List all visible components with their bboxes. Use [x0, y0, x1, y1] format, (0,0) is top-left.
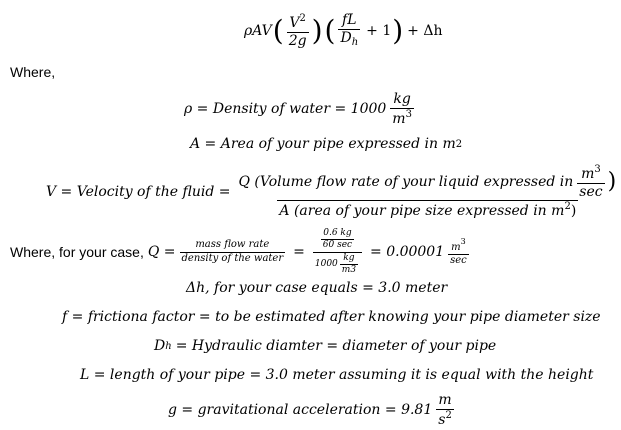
denominator-close: ) [570, 203, 577, 220]
den-coefficient: 1000 [314, 258, 338, 269]
res-sec: sec [450, 255, 467, 266]
d-symbol: D [340, 30, 352, 47]
main-equation [244, 6, 442, 56]
paren-open-2: ( [324, 14, 336, 47]
fl-over-dh-fraction [338, 13, 360, 48]
area-exponent: 2 [455, 138, 463, 150]
kg-per-m3-small [340, 254, 358, 276]
two-g: 2g [288, 32, 307, 49]
plus-one: + 1 [366, 23, 392, 39]
m3-exponent: 3 [594, 163, 601, 175]
g-m-unit: m [438, 391, 452, 408]
denominator-exponent: 2 [564, 201, 571, 213]
kg-unit: kg [393, 90, 411, 107]
kg-per-sec-fraction [321, 229, 354, 251]
area-text: A = Area of your pipe expressed in m [190, 136, 456, 152]
sec-value: 60 sec [322, 240, 353, 251]
paren-open: ( [272, 14, 284, 47]
kg-value: 0.6 kg [323, 227, 352, 238]
small-m3: m3 [341, 264, 357, 275]
m3-m: m [581, 165, 595, 182]
numeric-fraction [313, 229, 362, 276]
velocity-numerator: Q (Volume flow rate of your liquid expressed in [238, 173, 574, 190]
velocity-denominator: A (area of your pipe size expressed in m [279, 203, 565, 220]
q-eq: Q = [147, 244, 176, 260]
q-line [10, 227, 471, 275]
velocity-line [46, 164, 621, 220]
rho-line [184, 90, 416, 128]
length-line: L = length of your pipe = 3.0 meter assuming it is equal with the height [80, 367, 594, 383]
m3-per-sec-fraction [577, 165, 604, 199]
paren-close: ) [311, 14, 323, 47]
q-prefix: Where, for your case, [10, 244, 144, 260]
m-unit: m [392, 110, 406, 127]
result-unit-fraction [448, 238, 469, 267]
plus-delta-h: + Δh [407, 23, 443, 39]
where-label: Where, [10, 64, 56, 80]
g-s-unit: s [438, 411, 446, 428]
q-equals: = [293, 244, 305, 260]
m-exponent: 3 [405, 108, 412, 120]
v2-over-2g-fraction [287, 14, 309, 48]
delta-h-line: Δh, for your case equals = 3.0 meter [186, 280, 448, 296]
velocity-lhs: V = Velocity of the fluid = [46, 184, 231, 200]
g-s-exponent: 2 [445, 409, 452, 421]
kg-per-m3-fraction [390, 92, 414, 126]
dh-rest: = Hydraulic diamter = diameter of your pipe [175, 338, 497, 354]
density-of-water: density of the water [181, 252, 284, 264]
q-result: = 0.00001 [370, 244, 445, 260]
h-subscript: h [351, 37, 359, 49]
res-exponent: 3 [460, 236, 466, 246]
area-line [190, 136, 462, 152]
mass-flow-rate: mass flow rate [195, 239, 270, 250]
paren-close-velocity: ) [607, 169, 617, 195]
friction-factor-line: f = frictiona factor = to be estimated after knowing your pipe diameter size [62, 309, 601, 325]
gravity-text: g = gravitational acceleration = 9.81 [168, 402, 433, 418]
gravity-line [168, 392, 456, 428]
velocity-fraction [236, 165, 619, 219]
v-symbol: V [289, 14, 300, 31]
mass-over-density-fraction [180, 240, 286, 264]
res-m: m [451, 241, 461, 253]
sec-unit: sec [579, 183, 603, 200]
small-kg: kg [343, 252, 355, 263]
fl-symbol: fL [342, 12, 357, 29]
paren-close-2: ) [392, 14, 404, 47]
m-per-s2-fraction [436, 393, 454, 427]
dh-sub: h [165, 340, 172, 352]
v-exponent: 2 [299, 12, 306, 24]
eq-prefix: ρAV [244, 23, 272, 39]
rho-text: ρ = Density of water = 1000 [184, 101, 387, 117]
hydraulic-diameter-line [154, 338, 496, 354]
dh-d: D [154, 338, 166, 354]
